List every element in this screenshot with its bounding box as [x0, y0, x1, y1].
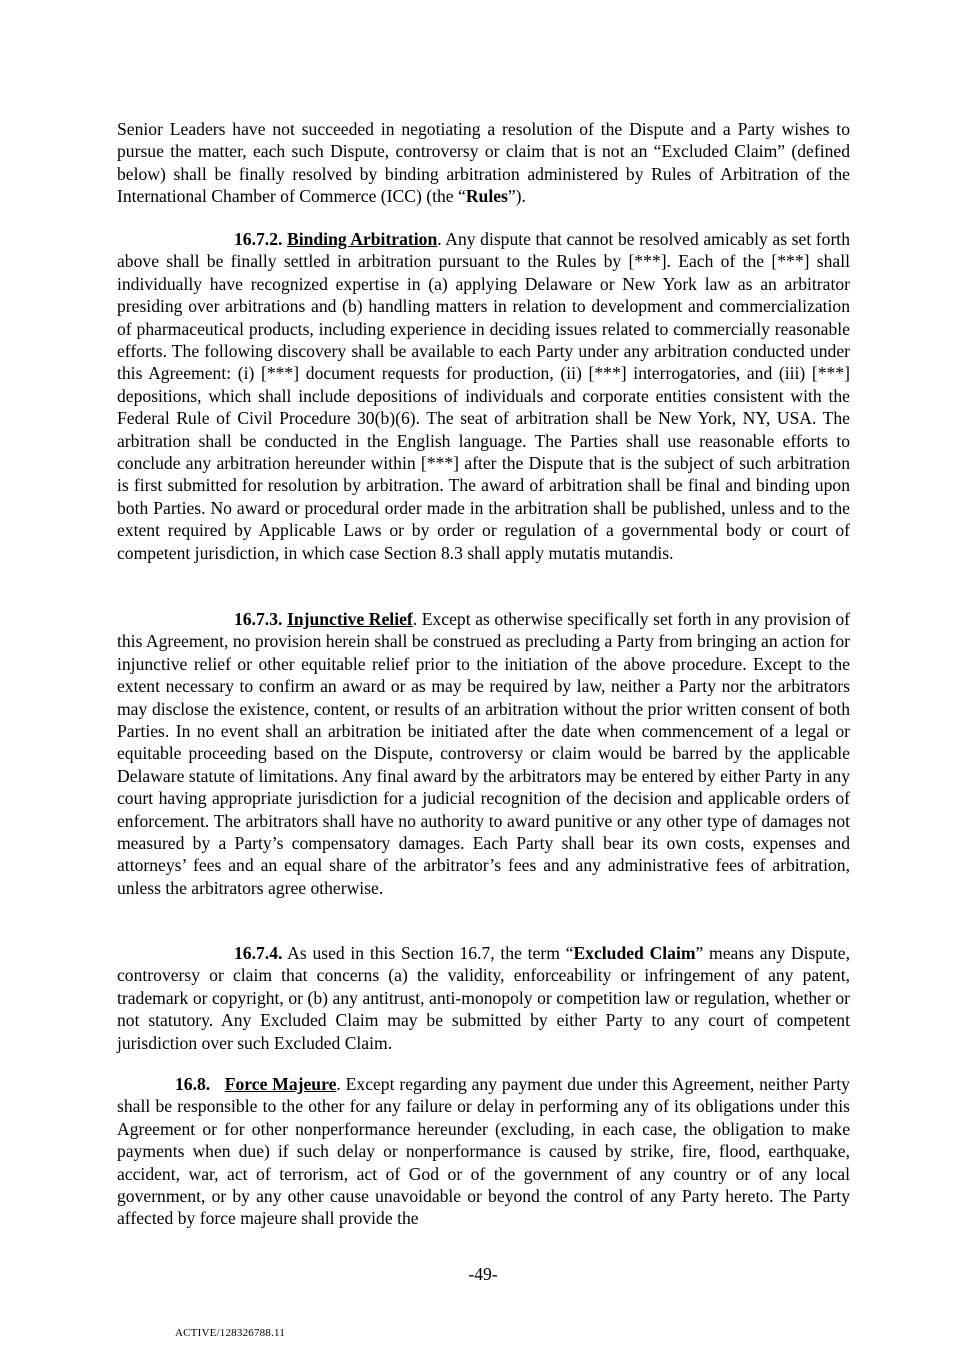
- section-16-7-4: [117, 942, 850, 1054]
- section-16-8: [117, 1073, 850, 1230]
- section-number: 16.7.2.: [234, 229, 283, 249]
- section-number: 16.7.4.: [234, 943, 283, 963]
- defined-term-excluded-claim: Excluded Claim: [573, 943, 696, 963]
- section-number: 16.7.3.: [234, 609, 283, 629]
- heading-period: .: [336, 1074, 341, 1094]
- heading-period: .: [412, 609, 418, 629]
- section-body: Except as otherwise specifically set forth in any provision of this Agreement, no provision herein shall be construed as precluding a Party from bringing an action for injunctive relief or other equitable relief prior to the initiation of the above procedure. Except to the extent necessary to confirm an award or as may be required by law, neither a Party nor the arbitrators may disclose the existence, content, or results of an arbitration without the prior written consent of both Parties. In no event shall an arbitration be initiated after the date when commencement of a legal or equitable proceeding based on the Dispute, controversy or claim would be barred by the applicable Delaware statute of limitations. Any final award by the arbitrators may be entered by either Party in any court having appropriate jurisdiction for a judicial recognition of the decision and applicable orders of enforcement. The arbitrators shall have no authority to award punitive or any other type of damages not measured by a Party’s compensatory damages. Each Party shall bear its own costs, expenses and attorneys’ fees and an equal share of the arbitrator’s fees and any administrative fees of arbitration, unless the arbitrators agree otherwise.: [117, 609, 850, 898]
- paragraph-continuation: [117, 118, 850, 208]
- section-number: 16.8.: [175, 1074, 211, 1094]
- document-footer-id: ACTIVE/128326788.11: [175, 1327, 286, 1339]
- section-heading: Force Majeure: [224, 1074, 337, 1094]
- paragraph-text-end: ”).: [507, 186, 526, 207]
- defined-term-rules: Rules: [465, 186, 508, 207]
- heading-period: .: [437, 229, 442, 249]
- page-number: -49-: [468, 1264, 498, 1284]
- section-heading: Injunctive Relief: [286, 609, 413, 629]
- section-body-end: ” means any Dispute, controversy or claim that concerns (a) the validity, enforceability or infringement of any patent, trademark or copyright, or (b) any antitrust, anti-monopoly or competition law or regulation, whether or not statutory. Any Excluded Claim may be submitted by either Party to any court of competent jurisdiction over such Excluded Claim.: [117, 943, 850, 1053]
- section-16-7-3: [117, 608, 850, 899]
- section-body: Any dispute that cannot be resolved amicably as set forth above shall be finally settled in arbitration pursuant to the Rules by [***]. Each of the [***] shall individually have recognized expertise in (a) applying Delaware or New York law as an arbitrator presiding over arbitrations and (b) handling matters in relation to development and commercialization of pharmaceutical products, including experience in deciding issues related to commercially reasonable efforts. The following discovery shall be available to each Party under any arbitration conducted under this Agreement: (i) [***] document requests for production, (ii) [***] interrogatories, and (iii) [***] depositions, which shall include depositions of individuals and corporate entities consistent with the Federal Rule of Civil Procedure 30(b)(6). The seat of arbitration shall be New York, NY, USA. The arbitration shall be conducted in the English language. The Parties shall use reasonable efforts to conclude any arbitration hereunder within [***] after the Dispute that is the subject of such arbitration is first submitted for resolution by arbitration. The award of arbitration shall be final and binding upon both Parties. No award or procedural order made in the arbitration shall be published, unless and to the extent required by Applicable Laws or by order or regulation of a governmental body or court of competent jurisdiction, in which case Section 8.3 shall apply mutatis mutandis.: [117, 229, 850, 563]
- section-body-start: As used in this Section 16.7, the term “: [282, 943, 574, 963]
- section-heading: Binding Arbitration: [286, 229, 438, 249]
- section-16-7-2: [117, 228, 850, 564]
- paragraph-text: Senior Leaders have not succeeded in negotiating a resolution of the Dispute and a Party wishes to pursue the matter, each such Dispute, controversy or claim that is not an “Excluded Claim” (defined below) shall be finally resolved by binding arbitration administered by Rules of Arbitration of the International Chamber of Commerce (ICC) (the “: [117, 119, 850, 207]
- section-body: Except regarding any payment due under this Agreement, neither Party shall be responsible to the other for any failure or delay in performing any of its obligations under this Agreement or for other nonperformance hereunder (excluding, in each case, the obligation to make payments when due) if such delay or nonperformance is caused by strike, fire, flood, earthquake, accident, war, act of terrorism, act of God or of the government of any country or of any local government, or by any other cause unavoidable or beyond the control of any Party hereto. The Party affected by force majeure shall provide the: [117, 1074, 850, 1229]
